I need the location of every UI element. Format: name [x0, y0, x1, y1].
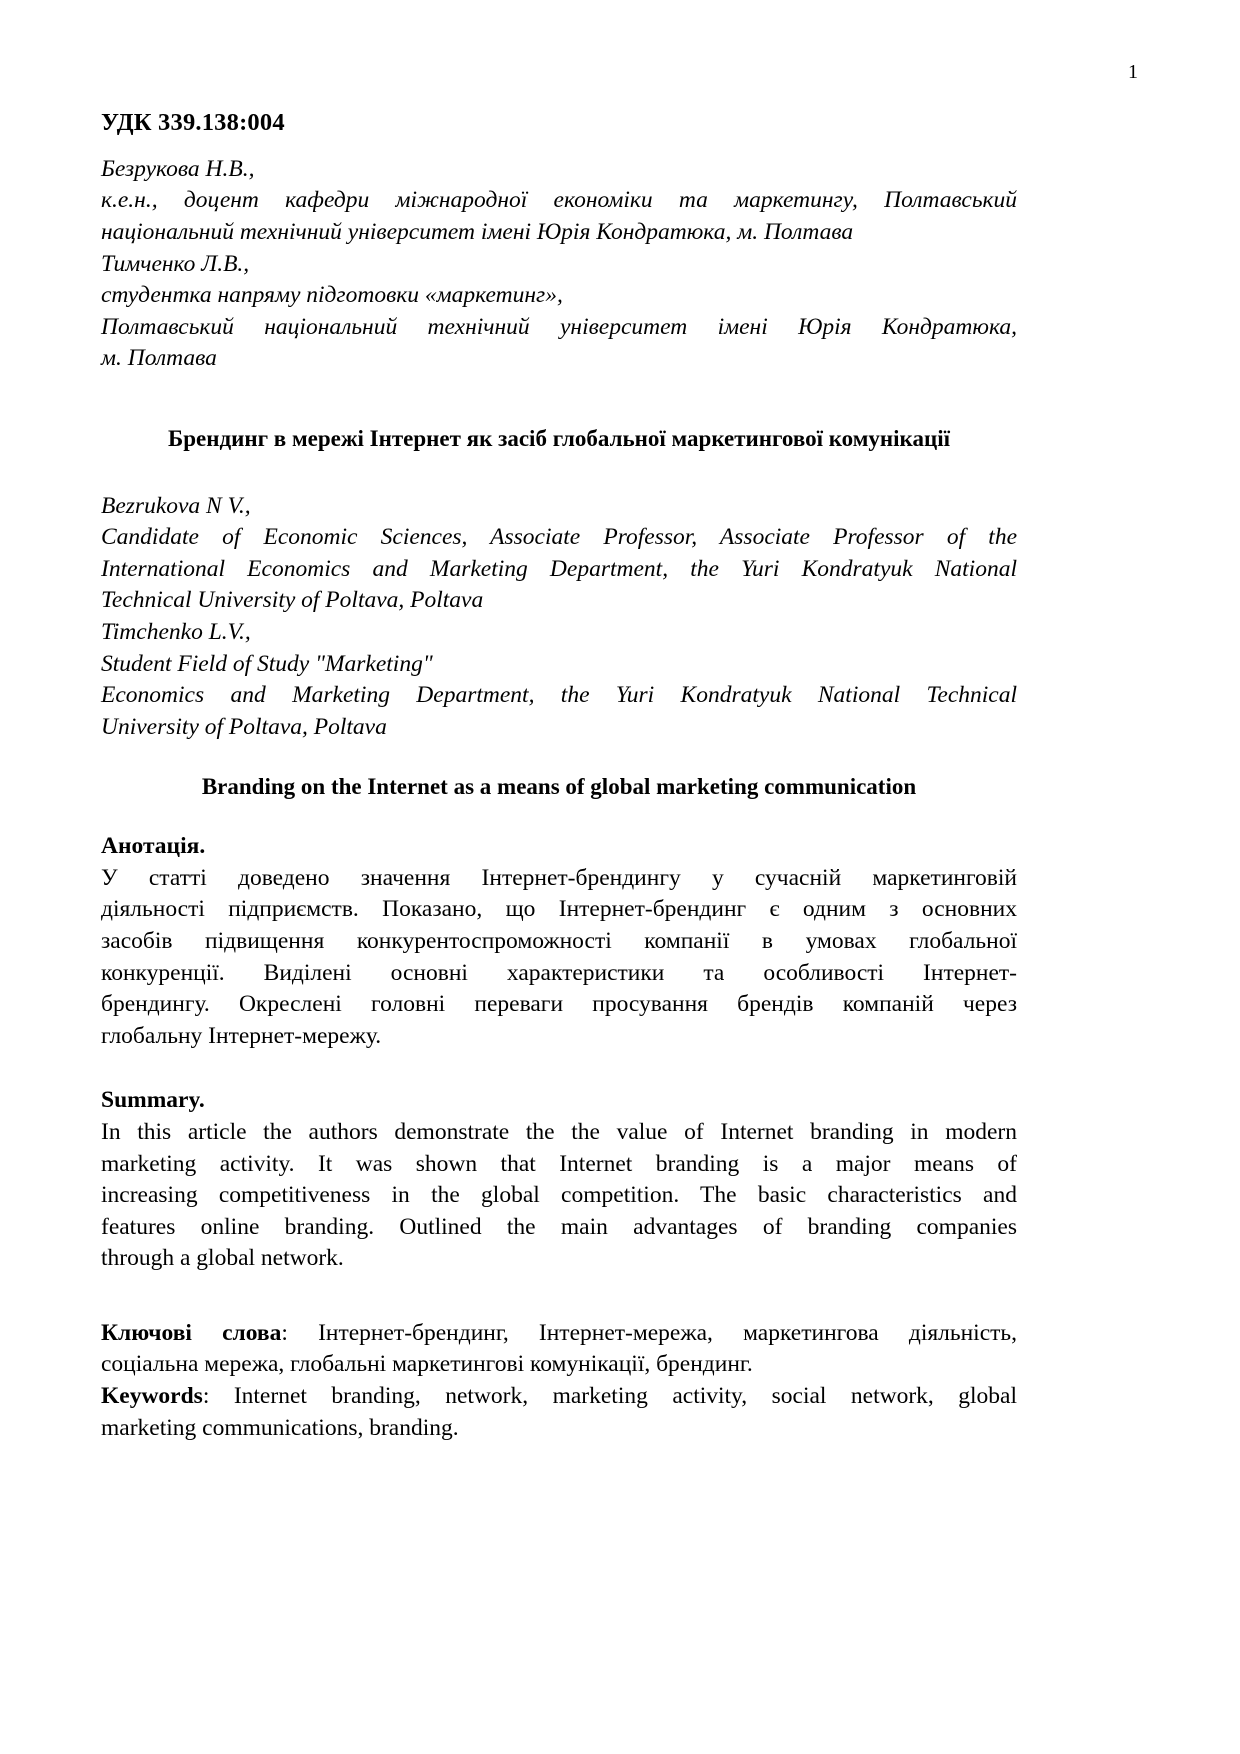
page-title-ukrainian: Брендинг в мережі Інтернет як засіб глобальної маркетингової комунікації: [168, 426, 950, 452]
abstract-label-ukrainian: Анотація.: [101, 833, 206, 860]
author-line: Тимченко Л.В.,: [101, 250, 250, 277]
abstract-paragraph-ukrainian: [101, 863, 1017, 1053]
keywords-line: Інтернет-брендинг, Інтернет-мережа, маркетингова діяльність,: [318, 1319, 1017, 1346]
author-line: University of Poltava, Poltava: [101, 713, 387, 740]
abstract-line: конкуренції. Виділені основні характеристики та особливості Інтернет-: [101, 959, 1017, 986]
author-line: Candidate of Economic Sciences, Associate Professor, Associate Professor of the: [101, 524, 1017, 551]
english-author-block: [101, 491, 1017, 744]
keywords-separator: :: [281, 1319, 319, 1346]
summary-line: In this article the authors demonstrate the the value of Internet branding in modern: [101, 1118, 1017, 1145]
author-line: Timchenko L.V.,: [101, 618, 251, 645]
page-number: 1: [1128, 61, 1138, 83]
summary-line: through a global network.: [101, 1245, 344, 1272]
keywords-line: marketing communications, branding.: [101, 1414, 459, 1441]
summary-line: marketing activity. It was shown that Internet branding is a major means of: [101, 1150, 1017, 1177]
author-line: Student Field of Study "Marketing": [101, 650, 433, 677]
author-line: національний технічний університет імені Юрія Кондратюка, м. Полтава: [101, 219, 854, 246]
author-line: Technical University of Poltava, Poltava: [101, 587, 484, 614]
keywords-separator: :: [202, 1383, 234, 1410]
author-line: к.е.н., доцент кафедри міжнародної економіки та маркетингу, Полтавський: [101, 187, 1017, 214]
author-line: студентка напряму підготовки «маркетинг»,: [101, 282, 563, 309]
summary-line: increasing competitiveness in the global competition. The basic characteristics and: [101, 1182, 1017, 1209]
keywords-ukrainian: [101, 1318, 1017, 1381]
abstract-line: засобів підвищення конкурентоспроможності компанії в умовах глобальної: [101, 927, 1017, 954]
author-line: Полтавський національний технічний університет імені Юрія Кондратюка,: [101, 313, 1017, 340]
author-line: м. Полтава: [101, 345, 217, 372]
abstract-line: діяльності підприємств. Показано, що Інтернет-брендинг є одним з основних: [101, 896, 1017, 923]
keywords-line: Internet branding, network, marketing activity, social network, global: [233, 1383, 1017, 1410]
keywords-line: соціальна мережа, глобальні маркетингові комунікації, брендинг.: [101, 1351, 753, 1378]
author-line: Безрукова Н.В.,: [101, 155, 255, 182]
keywords-label-english: Keywords: [101, 1383, 203, 1410]
abstract-line: У статті доведено значення Інтернет-брендингу у сучасній маркетинговій: [101, 864, 1017, 891]
summary-paragraph-english: [101, 1117, 1017, 1275]
keywords-label-ukrainian: Ключові слова: [101, 1319, 282, 1346]
keywords-section: [101, 1318, 1017, 1444]
author-line: Economics and Marketing Department, the Yuri Kondratyuk National Technical: [101, 682, 1017, 709]
udk-code: УДК 339.138:004: [101, 109, 285, 136]
summary-label-english: Summary.: [101, 1087, 205, 1114]
author-line: Bezrukova N V.,: [101, 492, 251, 519]
summary-line: features online branding. Outlined the main advantages of branding companies: [101, 1213, 1017, 1240]
abstract-line: глобальну Інтернет-мережу.: [101, 1022, 382, 1049]
ukrainian-author-block: [101, 154, 1017, 375]
author-line: International Economics and Marketing Department, the Yuri Kondratyuk National: [101, 555, 1017, 582]
page-title-english: Branding on the Internet as a means of global marketing communication: [201, 774, 917, 800]
document-body: [101, 108, 1017, 1444]
keywords-english: [101, 1381, 1017, 1444]
abstract-line: брендингу. Окреслені головні переваги просування брендів компаній через: [101, 991, 1017, 1018]
